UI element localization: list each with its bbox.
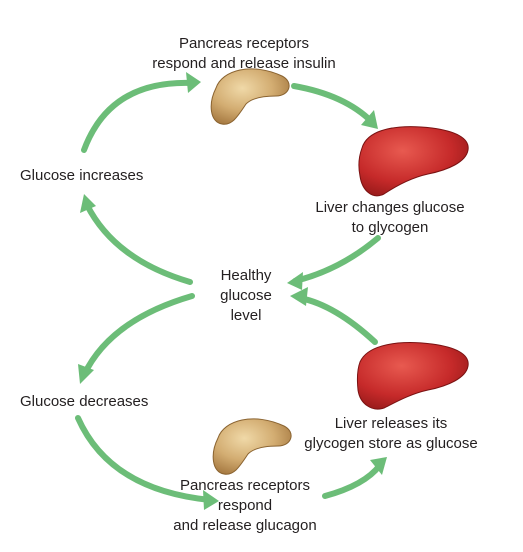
label-healthy-glucose-level: Healthy glucose level — [220, 267, 272, 324]
liver-icon — [357, 343, 468, 409]
pancreas-icon — [211, 69, 289, 124]
arrow-liver-to-healthy — [295, 238, 378, 281]
label-liver-bottom: Liver releases its glycogen store as glucose — [304, 415, 478, 452]
label-liver-top: Liver changes glucose to glycogen — [315, 199, 465, 236]
liver-icon — [359, 127, 468, 196]
label-bottom-pancreas: Pancreas receptors respond and release glucagon — [173, 477, 317, 534]
label-glucose-decreases: Glucose decreases — [20, 393, 149, 410]
arrow-pancreas-to-liver — [294, 86, 372, 122]
arrowhead — [186, 72, 201, 93]
arrow-glucose-up-to-pancreas — [84, 83, 192, 150]
label-glucose-increases: Glucose increases — [20, 167, 144, 184]
arrow-liver-to-healthy-return — [300, 298, 375, 342]
pancreas-icon — [213, 419, 291, 474]
label-top-pancreas: Pancreas receptors respond and release insulin — [152, 35, 336, 72]
arrow-healthy-to-increase — [87, 205, 190, 282]
arrow-healthy-to-decrease — [84, 296, 192, 375]
